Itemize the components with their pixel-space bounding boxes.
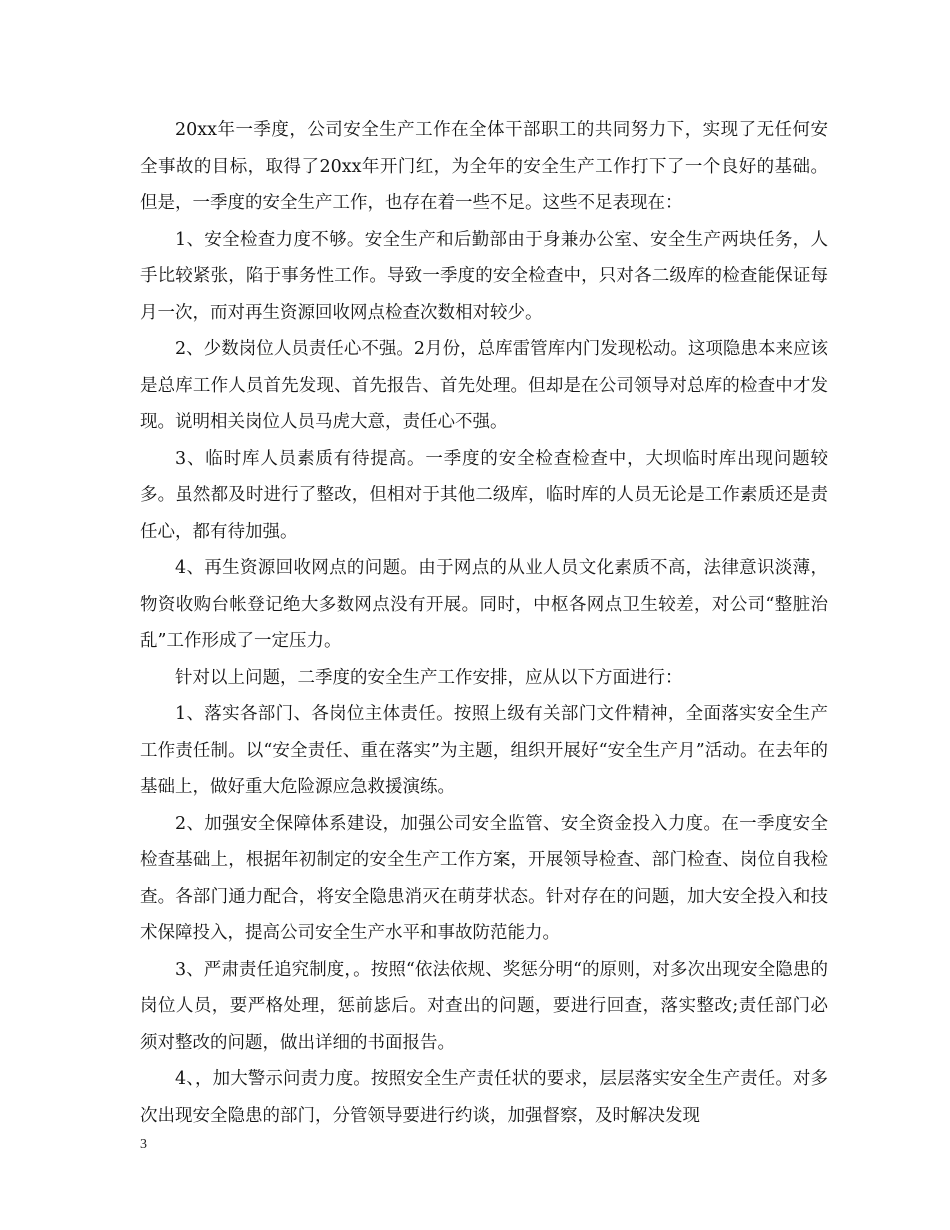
paragraph-plan-4: 4、，加大警示问责力度。按照安全生产责任状的要求，层层落实安全生产责任。对多次出现安全隐患的部门，分管领导要进行约谈，加强督察，及时解决发现 [140, 1069, 828, 1126]
paragraph-plan-3: 3、严肃责任追究制度，。按照“依法依规、奖惩分明“的原则，对多次出现安全隐患的岗位人员，要严格处理，惩前毖后。对查出的问题，要进行回查，落实整改;责任部门必须对整改的问题，做出详细的书面报告。 [140, 959, 828, 1053]
paragraph-plan-intro: 针对以上问题，二季度的安全生产工作安排，应从以下方面进行： [175, 667, 683, 688]
page-number: 3 [140, 1137, 147, 1152]
paragraph-plan-2: 2、加强安全保障体系建设，加强公司安全监管、安全资金投入力度。在一季度安全检查基础上，根据年初制定的安全生产工作方案，开展领导检查、部门检查、岗位自我检查。各部门通力配合，将安全隐患消灭在萌芽状态。针对存在的问题，加大安全投入和技术保障投入，提高公司安全生产水平和事故防范能力。 [140, 813, 828, 943]
paragraph-issue-3: 3、临时库人员素质有待提高。一季度的安全检查检查中，大坝临时库出现问题较多。虽然都及时进行了整改，但相对于其他二级库，临时库的人员无论是工作素质还是责任心，都有待加强。 [140, 448, 828, 542]
document-body [140, 112, 828, 1134]
paragraph-issue-4: 4、再生资源回收网点的问题。由于网点的从业人员文化素质不高，法律意识淡薄，物资收购台帐登记绝大多数网点没有开展。同时，中枢各网点卫生较差，对公司“整脏治乱”工作形成了一定压力。 [140, 558, 828, 651]
paragraph-intro: 20xx年一季度，公司安全生产工作在全体干部职工的共同努力下，实现了无任何安全事故的目标，取得了20xx年开门红，为全年的安全生产工作打下了一个良好的基础。但是，一季度的安全生产工作，也存在着一些不足。这些不足表现在： [140, 120, 828, 213]
paragraph-issue-2: 2、少数岗位人员责任心不强。2月份，总库雷管库内门发现松动。这项隐患本来应该是总库工作人员首先发现、首先报告、首先处理。但却是在公司领导对总库的检查中才发现。说明相关岗位人员马虎大意，责任心不强。 [140, 339, 828, 432]
paragraph-plan-1: 1、落实各部门、各岗位主体责任。按照上级有关部门文件精神，全面落实安全生产工作责任制。以“安全责任、重在落实”为主题，组织开展好“安全生产月”活动。在去年的基础上，做好重大危险源应急救援演练。 [140, 704, 828, 797]
paragraph-issue-1: 1、安全检查力度不够。安全生产和后勤部由于身兼办公室、安全生产两块任务，人手比较紧张，陷于事务性工作。导致一季度的安全检查中，只对各二级库的检查能保证每月一次，而对再生资源回收网点检查次数相对较少。 [140, 229, 828, 323]
